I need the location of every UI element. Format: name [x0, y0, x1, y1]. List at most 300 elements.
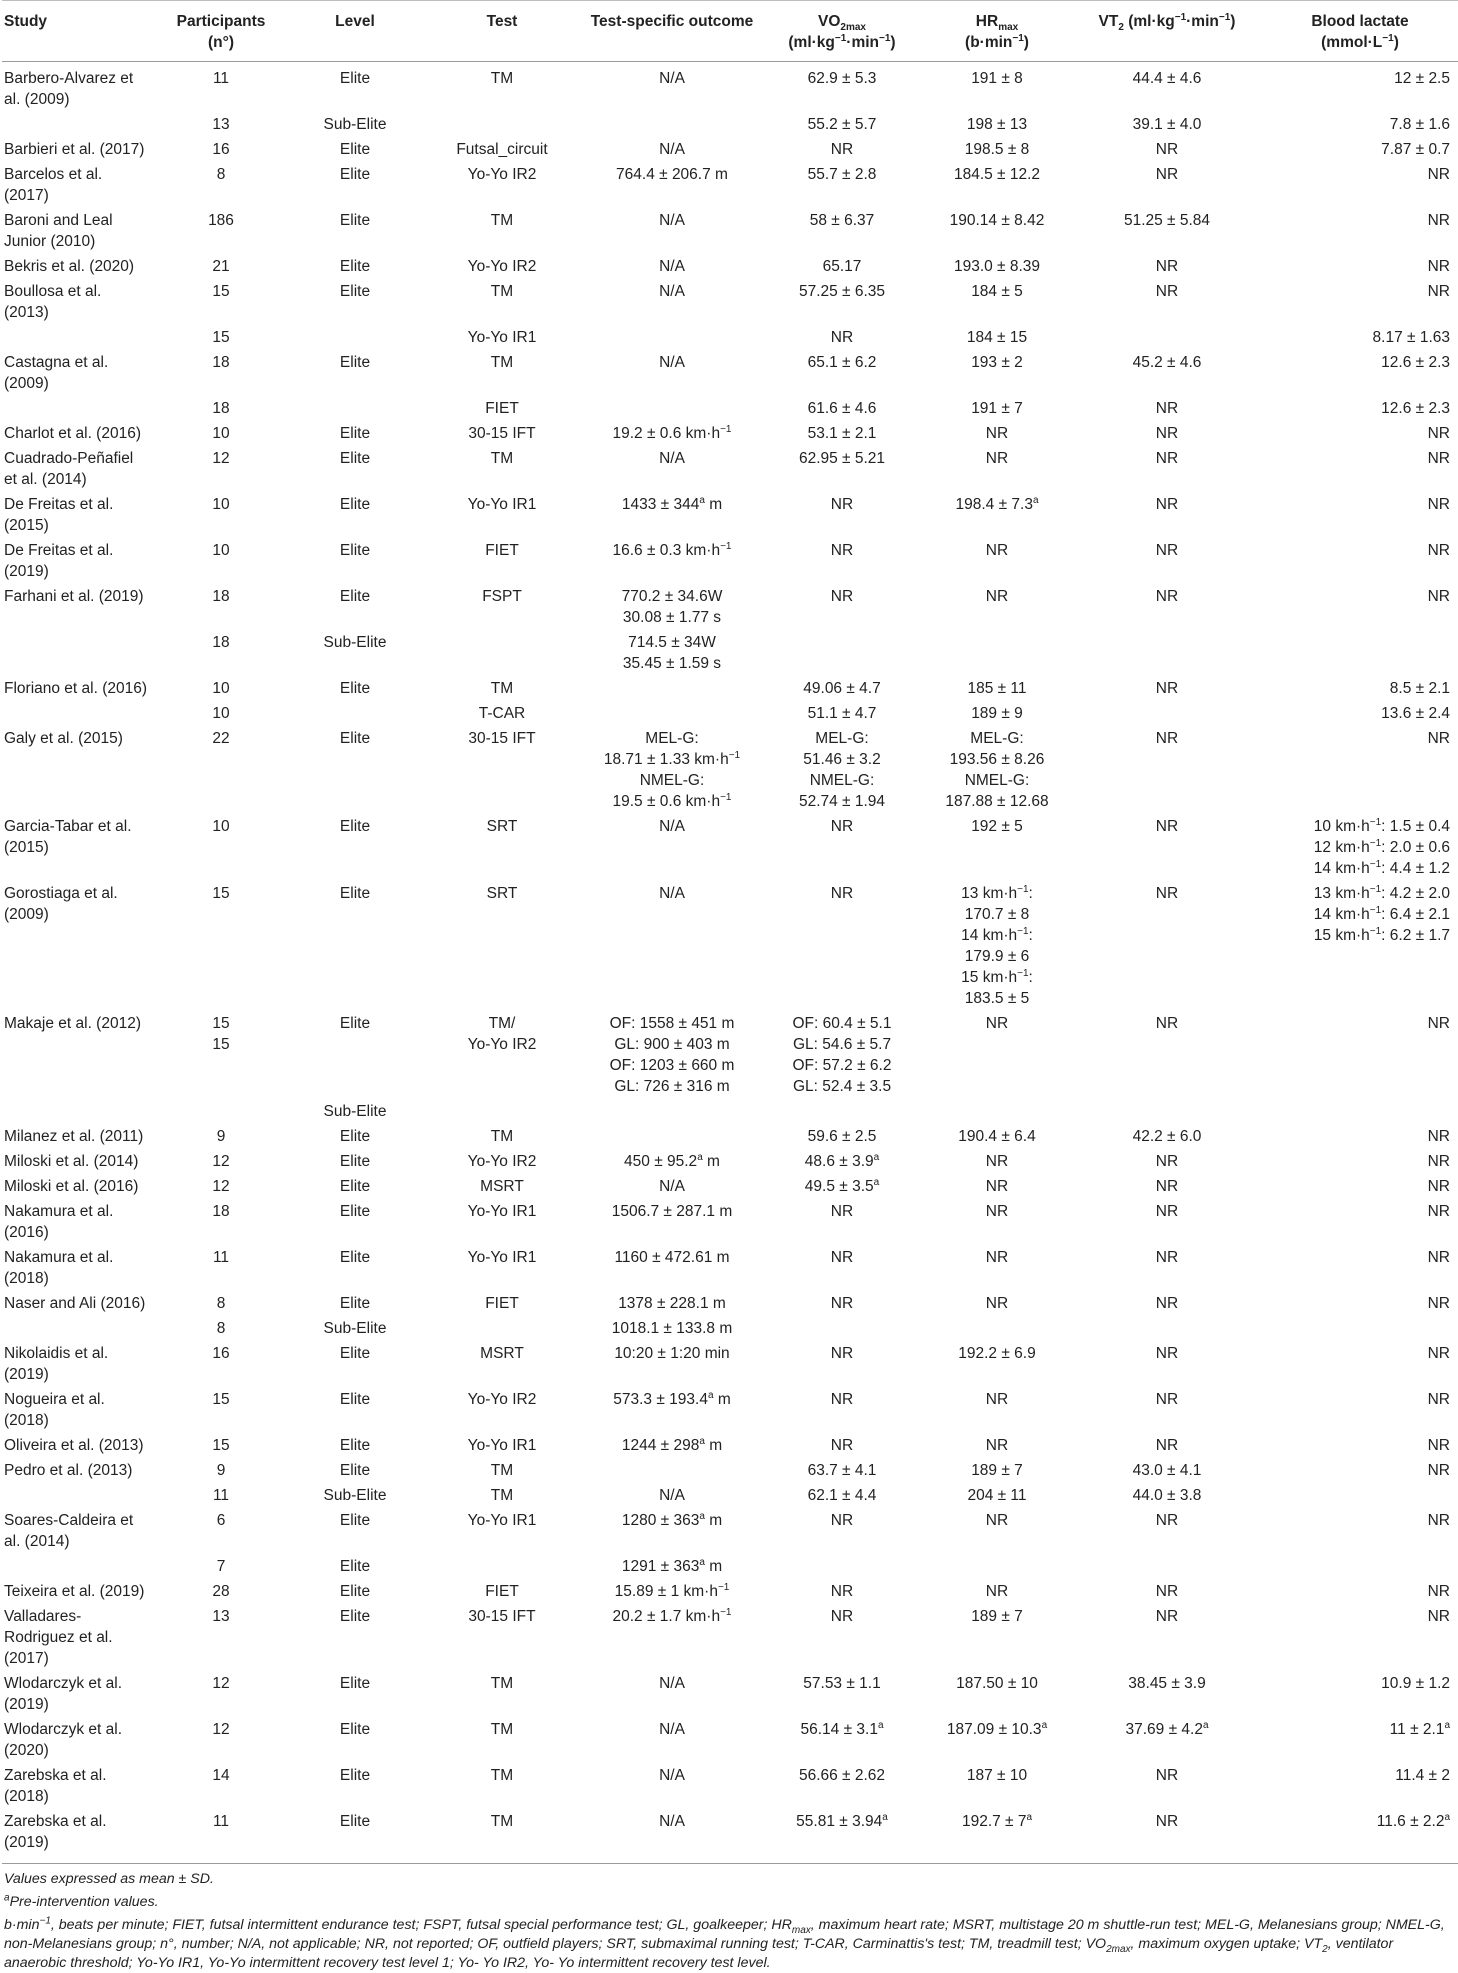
- cell-vo2max: 56.14 ± 3.1$^a$: [800, 1719, 884, 1738]
- cell-vt2: [1072, 701, 1262, 726]
- cell-level: Elite: [339, 1128, 371, 1145]
- cell-hrmax: 189 ± 9: [971, 705, 1023, 722]
- cell-participants: 18: [212, 400, 230, 417]
- cell-outcome: N/A: [659, 1675, 685, 1692]
- cell-level: [288, 325, 422, 350]
- cell-test: TM: [490, 212, 514, 229]
- cell-vo2max: 65.1 ± 6.2: [807, 354, 877, 371]
- cell-blood-lactate: NR: [1427, 212, 1450, 229]
- cell-participants: 15: [212, 283, 230, 300]
- cell-study: Wlodarczyk et al. (2019): [4, 1675, 123, 1713]
- cell-participants: 18: [212, 354, 230, 371]
- cell-study: Garcia-Tabar et al. (2015): [4, 818, 132, 856]
- cell-study: Zarebska et al. (2018): [4, 1767, 107, 1805]
- cell-vo2max: 56.66 ± 2.62: [798, 1767, 886, 1784]
- cell-vt2: NR: [1155, 400, 1179, 417]
- cell-blood-lactate: 8.5 ± 2.1: [1389, 680, 1450, 697]
- cell-level: Elite: [339, 1203, 371, 1220]
- cell-vo2max: NR: [830, 885, 854, 902]
- cell-participants: 14: [212, 1767, 230, 1784]
- cell-blood-lactate: NR: [1427, 166, 1450, 183]
- cell-participants: 10: [212, 818, 230, 835]
- cell-participants: 10: [212, 542, 230, 559]
- cell-test: MSRT: [480, 1178, 524, 1195]
- cell-test: [422, 112, 582, 137]
- cell-study: Makaje et al. (2012): [4, 1015, 141, 1032]
- cell-hrmax: NR: [985, 425, 1009, 442]
- header-participants: Participants (n°): [176, 13, 266, 51]
- cell-vt2: 42.2 ± 6.0: [1132, 1128, 1202, 1145]
- cell-vo2max: OF: 60.4 ± 5.1 GL: 54.6 ± 5.7 OF: 57.2 ± 6.2 GL: 52.4 ± 3.5: [792, 1015, 892, 1095]
- cell-study: Nikolaidis et al. (2019): [4, 1345, 109, 1383]
- cell-outcome: N/A: [659, 818, 685, 835]
- cell-study: [2, 1099, 154, 1124]
- cell-participants: 7: [216, 1558, 226, 1575]
- cell-hrmax: 190.4 ± 6.4: [958, 1128, 1036, 1145]
- cell-blood-lactate: 7.8 ± 1.6: [1389, 116, 1450, 133]
- table-row: [2, 584, 1458, 630]
- cell-study: Gorostiaga et al. (2009): [4, 885, 118, 923]
- cell-vo2max: NR: [830, 1512, 854, 1529]
- table-row: [2, 701, 1458, 726]
- cell-outcome: [582, 676, 762, 701]
- cell-vo2max: [762, 1316, 922, 1341]
- header-blood-lactate: Blood lactate $(mmol\cdot L^{-1})$: [1311, 13, 1409, 51]
- cell-outcome: N/A: [659, 450, 685, 467]
- cell-vt2: NR: [1155, 166, 1179, 183]
- cell-vt2: NR: [1155, 496, 1179, 513]
- table-row: [2, 421, 1458, 446]
- cell-test: Yo-Yo IR2: [467, 258, 537, 275]
- cell-participants: 15 15: [212, 1015, 230, 1053]
- cell-study: Nogueira et al. (2018): [4, 1391, 105, 1429]
- cell-study: Wlodarczyk et al. (2020): [4, 1721, 123, 1759]
- cell-level: Elite: [339, 212, 371, 229]
- table-row: [2, 538, 1458, 584]
- cell-participants: 11: [212, 1487, 230, 1504]
- cell-blood-lactate: NR: [1427, 1249, 1450, 1266]
- cell-test: [422, 1099, 582, 1124]
- cell-vo2max: NR: [830, 1437, 854, 1454]
- cell-hrmax: [922, 1099, 1072, 1124]
- cell-hrmax: NR: [985, 1153, 1009, 1170]
- cell-blood-lactate: [1262, 630, 1458, 676]
- cell-test: TM: [490, 1767, 514, 1784]
- cell-outcome: 19.2 ± 0.6 $km\cdot h^{-1}$: [612, 423, 732, 442]
- table-row: [2, 254, 1458, 279]
- table-row: [2, 1124, 1458, 1149]
- cell-vo2max: NR: [830, 1295, 854, 1312]
- cell-study: Floriano et al. (2016): [4, 680, 148, 697]
- cell-vt2: NR: [1155, 1153, 1179, 1170]
- cell-hrmax: [922, 1316, 1072, 1341]
- cell-vo2max: 63.7 ± 4.1: [807, 1462, 877, 1479]
- cell-participants: 8: [216, 166, 226, 183]
- cell-vo2max: 48.6 ± 3.9$^a$: [804, 1151, 880, 1170]
- cell-outcome: $1244 \pm 298^a$ m: [621, 1435, 723, 1454]
- cell-level: Elite: [339, 588, 371, 605]
- cell-vt2: NR: [1155, 1015, 1179, 1032]
- cell-blood-lactate: NR: [1427, 1391, 1450, 1408]
- cell-outcome: $1433 \pm 344^a$ m: [621, 494, 723, 513]
- cell-blood-lactate: NR: [1427, 1203, 1450, 1220]
- cell-hrmax: 192 ± 5: [971, 818, 1023, 835]
- cell-study: Farhani et al. (2019): [4, 588, 144, 605]
- cell-study: De Freitas et al. (2015): [4, 496, 114, 534]
- cell-test: TM: [490, 1813, 514, 1830]
- cell-test: 30-15 IFT: [468, 1608, 536, 1625]
- table-body: [2, 62, 1458, 1864]
- cell-participants: 11: [212, 1813, 230, 1830]
- cell-study: Barbieri et al. (2017): [4, 141, 145, 158]
- cell-vo2max: [762, 1099, 922, 1124]
- cell-level: Elite: [339, 1721, 371, 1738]
- cell-vo2max: 61.6 ± 4.6: [807, 400, 877, 417]
- cell-blood-lactate: 8.17 ± 1.63: [1372, 329, 1450, 346]
- cell-participants: 12: [212, 1675, 230, 1692]
- table-row: [2, 62, 1458, 113]
- table-row: [2, 814, 1458, 881]
- table-row: [2, 1099, 1458, 1124]
- cell-vt2: NR: [1155, 141, 1179, 158]
- cell-test: Yo-Yo IR1: [467, 1249, 537, 1266]
- cell-blood-lactate: NR: [1427, 1178, 1450, 1195]
- cell-outcome: [582, 112, 762, 137]
- cell-participants: 6: [216, 1512, 226, 1529]
- cell-participants: 11: [212, 70, 230, 87]
- cell-hrmax: 204 ± 11: [967, 1487, 1027, 1504]
- header-outcome: Test-specific outcome: [590, 13, 754, 30]
- header-hrmax: $HR_{max}$ $(b\cdot\min^{-1})$: [965, 13, 1029, 51]
- cell-vo2max: NR: [830, 141, 854, 158]
- table-row: [2, 350, 1458, 396]
- cell-test: TM: [490, 354, 514, 371]
- cell-participants: 10: [212, 705, 230, 722]
- cell-participants: 18: [212, 588, 230, 605]
- table-row: [2, 1604, 1458, 1671]
- cell-hrmax: 187.50 ± 10: [956, 1675, 1038, 1692]
- cell-participants: 15: [212, 329, 230, 346]
- cell-test: [422, 630, 582, 676]
- cell-hrmax: 193 ± 2: [971, 354, 1023, 371]
- cell-vt2: NR: [1155, 283, 1179, 300]
- cell-outcome: N/A: [659, 258, 685, 275]
- cell-outcome: N/A: [659, 354, 685, 371]
- cell-study: [2, 701, 154, 726]
- cell-level: Elite: [339, 283, 371, 300]
- cell-study: [2, 396, 154, 421]
- cell-vo2max: 55.2 ± 5.7: [807, 116, 877, 133]
- cell-vo2max: 53.1 ± 2.1: [807, 425, 877, 442]
- cell-outcome: N/A: [659, 1721, 685, 1738]
- cell-vt2: 51.25 ± 5.84: [1123, 212, 1211, 229]
- cell-hrmax: 190.14 ± 8.42: [949, 212, 1045, 229]
- cell-participants: 11: [212, 1249, 230, 1266]
- table-row: [2, 446, 1458, 492]
- cell-level: Elite: [339, 1558, 371, 1575]
- cell-study: Miloski et al. (2014): [4, 1153, 139, 1170]
- cell-test: 30-15 IFT: [468, 425, 536, 442]
- cell-hrmax: NR: [985, 588, 1009, 605]
- cell-participants: 13: [212, 116, 230, 133]
- header-test: Test: [486, 13, 518, 30]
- cell-hrmax: 185 ± 11: [967, 680, 1027, 697]
- cell-test: Yo-Yo IR1: [467, 496, 537, 513]
- cell-hrmax: NR: [985, 1583, 1009, 1600]
- cell-vo2max: 49.06 ± 4.7: [803, 680, 881, 697]
- cell-vo2max: 51.1 ± 4.7: [807, 705, 877, 722]
- cell-outcome: N/A: [659, 1487, 685, 1504]
- cell-vt2: NR: [1155, 1203, 1179, 1220]
- cell-vo2max: NR: [830, 1345, 854, 1362]
- cell-blood-lactate: NR: [1427, 542, 1450, 559]
- cell-outcome: 16.6 ± 0.3 $km\cdot h^{-1}$: [612, 540, 732, 559]
- cell-blood-lactate: NR: [1427, 258, 1450, 275]
- cell-hrmax: NR: [985, 1391, 1009, 1408]
- cell-blood-lactate: NR: [1427, 1462, 1450, 1479]
- cell-vt2: 43.0 ± 4.1: [1132, 1462, 1202, 1479]
- cell-study: Bekris et al. (2020): [4, 258, 135, 275]
- cell-level: Elite: [339, 1813, 371, 1830]
- cell-blood-lactate: [1262, 1483, 1458, 1508]
- cell-level: Elite: [339, 680, 371, 697]
- cell-blood-lactate: NR: [1427, 1437, 1450, 1454]
- cell-participants: 15: [212, 1391, 230, 1408]
- cell-vo2max: 49.5 ± 3.5$^a$: [804, 1176, 880, 1195]
- cell-participants: 12: [212, 1153, 230, 1170]
- cell-vo2max: NR: [830, 496, 854, 513]
- cell-study: Pedro et al. (2013): [4, 1462, 133, 1479]
- cell-level: Elite: [339, 1015, 371, 1032]
- table-row: [2, 1433, 1458, 1458]
- cell-outcome: 1160 ± 472.61 m: [614, 1249, 730, 1266]
- cell-level: Elite: [339, 1153, 371, 1170]
- cell-hrmax: 189 ± 7: [971, 1462, 1023, 1479]
- cell-participants: 21: [212, 258, 230, 275]
- cell-participants: 9: [216, 1462, 226, 1479]
- cell-outcome: 20.2 ± 1.7 $km\cdot h^{-1}$: [612, 1606, 732, 1625]
- cell-study: De Freitas et al. (2019): [4, 542, 114, 580]
- cell-vo2max: 55.7 ± 2.8: [807, 166, 877, 183]
- cell-outcome: 770.2 ± 34.6W 30.08 ± 1.77 s: [621, 588, 723, 626]
- cell-test: TM: [490, 1462, 514, 1479]
- cell-blood-lactate: 12.6 ± 2.3: [1381, 354, 1450, 371]
- cell-test: Yo-Yo IR1: [467, 1437, 537, 1454]
- cell-study: Naser and Ali (2016): [4, 1295, 146, 1312]
- cell-blood-lactate: NR: [1427, 1608, 1450, 1625]
- header-level: Level: [335, 13, 375, 30]
- table-row: [2, 1483, 1458, 1508]
- cell-study: Baroni and Leal Junior (2010): [4, 212, 113, 250]
- cell-outcome: 1378 ± 228.1 m: [618, 1295, 726, 1312]
- table-row: [2, 1174, 1458, 1199]
- cell-blood-lactate: NR: [1427, 588, 1450, 605]
- cell-level: Sub-Elite: [323, 634, 387, 651]
- cell-blood-lactate: 11 ± 2.1$^a$: [1389, 1719, 1450, 1738]
- cell-outcome: [582, 325, 762, 350]
- cell-outcome: MEL-G: 18.71 ± 1.33 $km\cdot h^{-1}$ NMEL-G: 19.5 ± 0.6 $km\cdot h^{-1}$: [603, 730, 741, 810]
- cell-hrmax: 198.5 ± 8: [964, 141, 1030, 158]
- cell-participants: 28: [212, 1583, 230, 1600]
- cell-level: Elite: [339, 425, 371, 442]
- cell-study: [2, 1483, 154, 1508]
- cell-vo2max: 62.1 ± 4.4: [807, 1487, 877, 1504]
- cell-test: TM/ Yo-Yo IR2: [467, 1015, 537, 1053]
- cell-participants: 8: [216, 1295, 226, 1312]
- cell-hrmax: 198.4 ± 7.3$^a$: [955, 494, 1039, 513]
- table-row: [2, 325, 1458, 350]
- cell-test: Yo-Yo IR1: [467, 1512, 537, 1529]
- cell-hrmax: NR: [985, 1437, 1009, 1454]
- cell-outcome: [582, 1458, 762, 1483]
- cell-participants: 12: [212, 450, 230, 467]
- cell-outcome: 1018.1 ± 133.8 m: [611, 1320, 733, 1337]
- cell-study: Boullosa et al. (2013): [4, 283, 102, 321]
- cell-vt2: 37.69 ± 4.2$^a$: [1125, 1719, 1209, 1738]
- cell-level: Elite: [339, 1437, 371, 1454]
- cell-level: Elite: [339, 818, 371, 835]
- cell-blood-lactate: [1262, 1099, 1458, 1124]
- cell-level: Sub-Elite: [323, 116, 387, 133]
- table-row: [2, 162, 1458, 208]
- table-row: [2, 1316, 1458, 1341]
- table-row: [2, 726, 1458, 814]
- cell-hrmax: 193.0 ± 8.39: [953, 258, 1041, 275]
- cell-vo2max: 65.17: [822, 258, 862, 275]
- cell-test: FIET: [485, 1583, 519, 1600]
- cell-test: Yo-Yo IR2: [467, 166, 537, 183]
- cell-participants: 12: [212, 1178, 230, 1195]
- cell-test: 30-15 IFT: [468, 730, 536, 747]
- cell-vo2max: NR: [830, 1203, 854, 1220]
- cell-level: Elite: [339, 1608, 371, 1625]
- cell-level: Elite: [339, 354, 371, 371]
- cell-level: Elite: [339, 166, 371, 183]
- table-row: [2, 1671, 1458, 1717]
- cell-participants: 10: [212, 680, 230, 697]
- cell-outcome: N/A: [659, 1813, 685, 1830]
- table-row: [2, 630, 1458, 676]
- cell-study: [2, 1316, 154, 1341]
- cell-blood-lactate: 11.4 ± 2: [1395, 1767, 1450, 1784]
- table-row: [2, 1579, 1458, 1604]
- cell-blood-lactate: 13.6 ± 2.4: [1381, 705, 1450, 722]
- cell-outcome: [582, 701, 762, 726]
- cell-vt2: NR: [1155, 1583, 1179, 1600]
- cell-vo2max: NR: [830, 1249, 854, 1266]
- cell-vt2: NR: [1155, 1767, 1179, 1784]
- cell-vt2: NR: [1155, 1512, 1179, 1529]
- cell-level: Elite: [339, 1767, 371, 1784]
- cell-outcome: $1291 \pm 363^a$ m: [621, 1556, 723, 1575]
- cell-level: Elite: [339, 1249, 371, 1266]
- cell-participants: 18: [212, 634, 230, 651]
- cell-participants: 16: [212, 141, 230, 158]
- cell-vt2: NR: [1155, 1345, 1179, 1362]
- cell-hrmax: 187.09 ± 10.3$^a$: [946, 1719, 1048, 1738]
- table-row: [2, 676, 1458, 701]
- header-vt2: $VT_2$ $(ml\cdot kg^{-1}\cdot\min^{-1})$: [1098, 11, 1236, 34]
- cell-vt2: NR: [1155, 1178, 1179, 1195]
- cell-test: FIET: [485, 400, 519, 417]
- cell-blood-lactate: 7.87 ± 0.7: [1381, 141, 1450, 158]
- cell-test: SRT: [486, 885, 518, 902]
- cell-hrmax: 192.2 ± 6.9: [958, 1345, 1036, 1362]
- cell-vt2: NR: [1155, 885, 1179, 902]
- cell-study: Nakamura et al. (2018): [4, 1249, 114, 1287]
- table-row: [2, 137, 1458, 162]
- cell-vt2: NR: [1155, 450, 1179, 467]
- cell-level: Elite: [339, 1512, 371, 1529]
- cell-hrmax: $192.7 \pm 7^a$: [961, 1811, 1033, 1830]
- cell-study: Miloski et al. (2016): [4, 1178, 139, 1195]
- table-row: [2, 279, 1458, 325]
- cell-test: FIET: [485, 542, 519, 559]
- cell-blood-lactate: NR: [1427, 283, 1450, 300]
- cell-vt2: NR: [1155, 818, 1179, 835]
- cell-level: [288, 396, 422, 421]
- cell-study: Zarebska et al. (2019): [4, 1813, 107, 1851]
- table-footnotes: [2, 1864, 1456, 1973]
- cell-outcome: N/A: [659, 70, 685, 87]
- cell-test: Yo-Yo IR2: [467, 1153, 537, 1170]
- cell-blood-lactate: NR: [1427, 1583, 1450, 1600]
- cell-participants: 10: [212, 496, 230, 513]
- cell-hrmax: 191 ± 8: [971, 70, 1023, 87]
- cell-vo2max: [762, 1554, 922, 1579]
- cell-outcome: 450 ± 95.2$^a$ m: [624, 1151, 720, 1170]
- header-vo2max: $VO_{2max}$ $(ml\cdot kg^{-1}\cdot\min^{-1})$: [788, 13, 896, 51]
- cell-level: Elite: [339, 1583, 371, 1600]
- cell-outcome: [582, 1099, 762, 1124]
- table-row: [2, 1245, 1458, 1291]
- cell-vt2: NR: [1155, 1813, 1179, 1830]
- cell-blood-lactate: 13 $km\cdot h^{-1}$: 4.2 ± 2.0 14 $km\cdot h^{-1}$: 6.4 ± 2.1 15 $km\cdot h^{-1}$: 6.2 ± 1.7: [1313, 883, 1450, 944]
- table-row: [2, 1149, 1458, 1174]
- table-header: [2, 1, 1458, 62]
- cell-vo2max: 58 ± 6.37: [809, 212, 875, 229]
- cell-study: Galy et al. (2015): [4, 730, 123, 747]
- cell-blood-lactate: NR: [1427, 1345, 1450, 1362]
- cell-blood-lactate: NR: [1427, 425, 1450, 442]
- table-row: [2, 881, 1458, 1011]
- cell-vt2: NR: [1155, 258, 1179, 275]
- cell-level: Sub-Elite: [323, 1103, 387, 1120]
- cell-study: Barcelos et al. (2017): [4, 166, 103, 204]
- cell-level: [288, 701, 422, 726]
- cell-study: Charlot et al. (2016): [4, 425, 141, 442]
- cell-level: Elite: [339, 1178, 371, 1195]
- table-row: [2, 1554, 1458, 1579]
- cell-vo2max: NR: [830, 1391, 854, 1408]
- cell-vt2: NR: [1155, 588, 1179, 605]
- cell-test: TM: [490, 450, 514, 467]
- cell-outcome: 764.4 ± 206.7 m: [616, 166, 728, 183]
- cell-outcome: 15.89 ± 1 $km\cdot h^{-1}$: [614, 1581, 730, 1600]
- table-row: [2, 1291, 1458, 1316]
- cell-outcome: [582, 1124, 762, 1149]
- cell-hrmax: 184 ± 5: [971, 283, 1023, 300]
- cell-outcome: N/A: [659, 212, 685, 229]
- cell-vt2: [1072, 1316, 1262, 1341]
- cell-study: Soares-Caldeira et al. (2014): [4, 1512, 134, 1550]
- cell-test: [422, 1316, 582, 1341]
- table-row: [2, 1717, 1458, 1763]
- header-study: Study: [4, 13, 48, 30]
- cell-study: Valladares-Rodriguez et al. (2017): [4, 1608, 113, 1667]
- cell-participants: 186: [208, 212, 234, 229]
- cell-vt2: NR: [1155, 1437, 1179, 1454]
